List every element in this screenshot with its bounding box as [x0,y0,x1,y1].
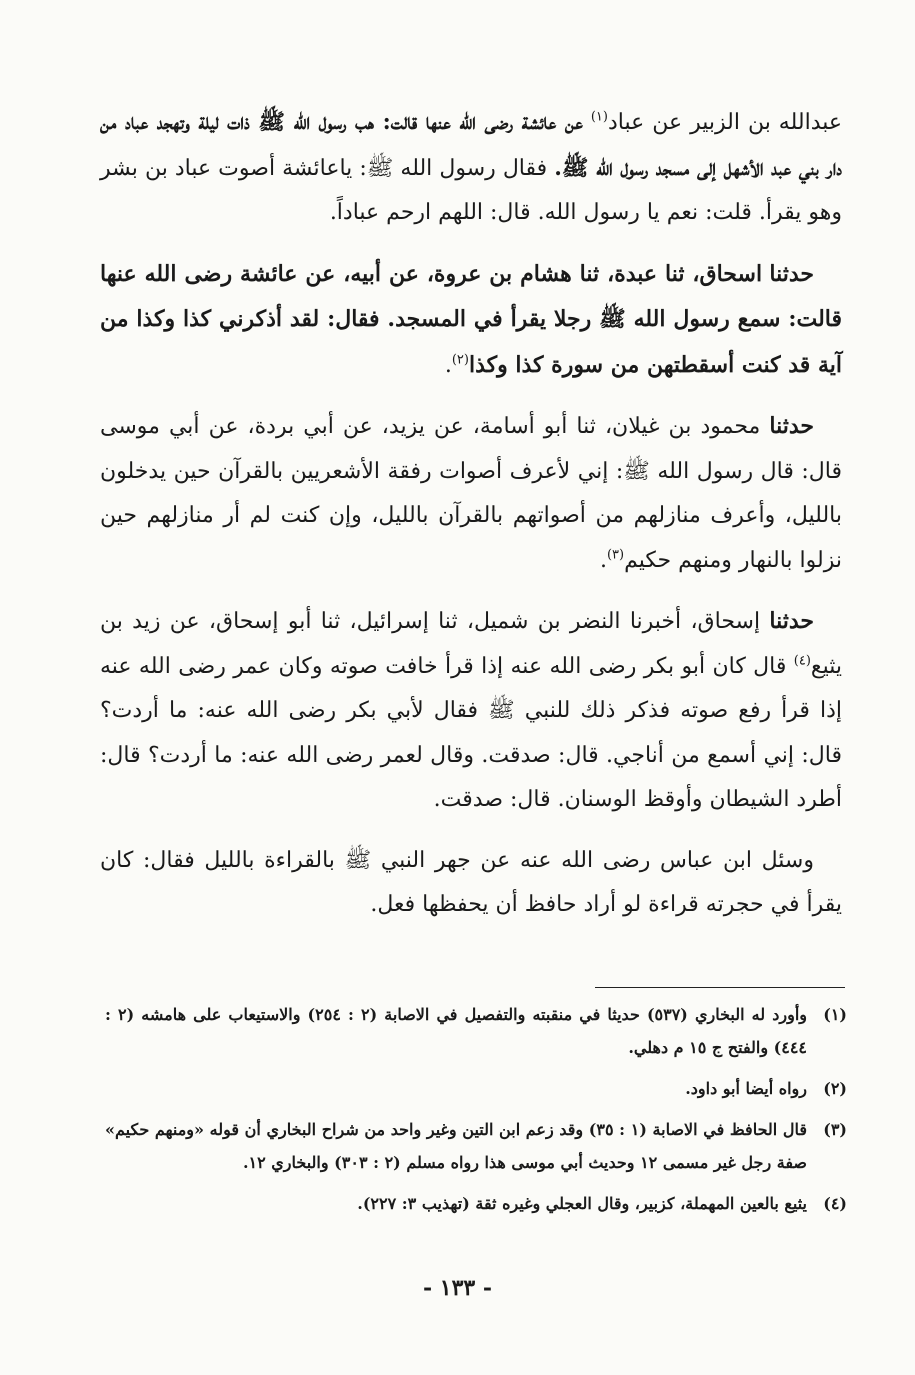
footnote-item [105,1072,847,1105]
paragraph-5 [100,839,842,928]
footnote-number: (١) [823,1005,847,1024]
footnote-ref[interactable]: (٣) [606,547,625,563]
paragraph-text: وسئل ابن عباس رضى الله عنه عن جهر النبي ﷺ بالقراءة بالليل فقال: كان يقرأ في حجرته قراءة لو أراد حافظ أن يحفظها فعل. [100,847,842,917]
footnote-divider [595,987,845,988]
footnote-number: (٤) [823,1194,847,1213]
footnote-ref[interactable]: (٤) [793,653,811,669]
footnote-item [105,1113,847,1179]
footnote-text: رواه أيضا أبو داود. [685,1079,807,1098]
footnote-text: قال الحافظ في الاصابة (١ : ٣٥) وقد زعم ابن التين وغير واحد من شراح البخاري أن قوله «ومنهم حكيم» صفة رجل غير مسمى ١٢ وحديث أبي موسى هذا رواه مسلم (٢ : ٣٠٣) والبخاري ١٢. [105,1120,808,1172]
footnote-text: يثيع بالعين المهملة، كزبير، وقال العجلي وغيره ثقة (تهذيب ٣: ٢٢٧). [357,1194,807,1213]
paragraph-text: . [444,352,452,378]
paragraph-text: . [599,547,607,573]
footnote-number: (٣) [823,1120,847,1139]
paragraph-text: عبدالله بن الزبير عن عباد [607,110,843,135]
footnotes [105,998,847,1228]
paragraph-1 [100,100,842,236]
footnote-item [105,998,847,1064]
paragraph-lead: حدثنا [769,608,814,634]
footnote-ref[interactable]: (١) [590,109,608,125]
footnote-item [105,1187,847,1220]
footnote-text: وأورد له البخاري (٥٣٧) حديثا في منقبته والتفصيل في الاصابة (٢ : ٢٥٤) والاستيعاب على هامشه (٢ : ٤٤٤) والفتح ج ١٥ م دهلي. [105,1005,807,1057]
page-number: - ١٣٣ - [422,1275,493,1301]
paragraph-lead: حدثنا [769,260,814,287]
paragraph-text: فقال رسول الله ﷺ: ياعائشة أصوت عباد بن بشر وهو يقرأ. قلت: نعم يا رسول الله. قال: اللهم ارحم عباداً. [100,155,842,225]
paragraph-text: إسحاق، أخبرنا النضر بن شميل، ثنا إسرائيل، ثنا أبو إسحاق، عن زيد بن يثيع [100,609,842,679]
paragraph-bold-text: عن عائشة رضى الله عنها قالت: هب رسول الله ﷺ ذات ليلة وتهجد عباد من دار بني عبد الأشهل إلى مسجد رسول الله ﷺ. [100,109,842,181]
paragraph-lead: حدثنا [769,413,815,439]
footnote-number: (٢) [823,1079,847,1098]
paragraph-3 [100,404,842,583]
paragraph-2 [100,252,842,389]
paragraph-4 [100,599,842,823]
main-text [100,100,842,944]
footnote-ref[interactable]: (٢) [451,352,469,368]
paragraph-text: اسحاق، ثنا عبدة، ثنا هشام بن عروة، عن أبيه، عن عائشة رضى الله عنها قالت: سمع رسول الله ﷺ رجلا يقرأ في المسجد. فقال: لقد أذكرني كذا وكذا من آية قد كنت أسقطتهن من سورة كذا وكذا [100,260,842,378]
paragraph-text: محمود بن غيلان، ثنا أبو أسامة، عن يزيد، عن أبي بردة، عن أبي موسى قال: قال رسول الله ﷺ: إني لأعرف أصوات رفقة الأشعريين بالقرآن حين يدخلون بالليل، وأعرف منازلهم من أصواتهم بالقرآن بالليل، وإن كنت لم أر منازلهم حين نزلوا بالنهار ومنهم حكيم [100,414,842,573]
paragraph-text: قال كان أبو بكر رضى الله عنه إذا قرأ خافت صوته وكان عمر رضى الله عنه إذا قرأ رفع صوته فذكر ذلك للنبي ﷺ فقال لأبي بكر رضى الله عنه: ما أردت؟ قال: إني أسمع من أناجي. قال: صدقت. وقال لعمر رضى الله عنه: ما أردت؟ قال: أطرد الشيطان وأوقظ الوسنان. قال: صدقت. [100,653,842,812]
